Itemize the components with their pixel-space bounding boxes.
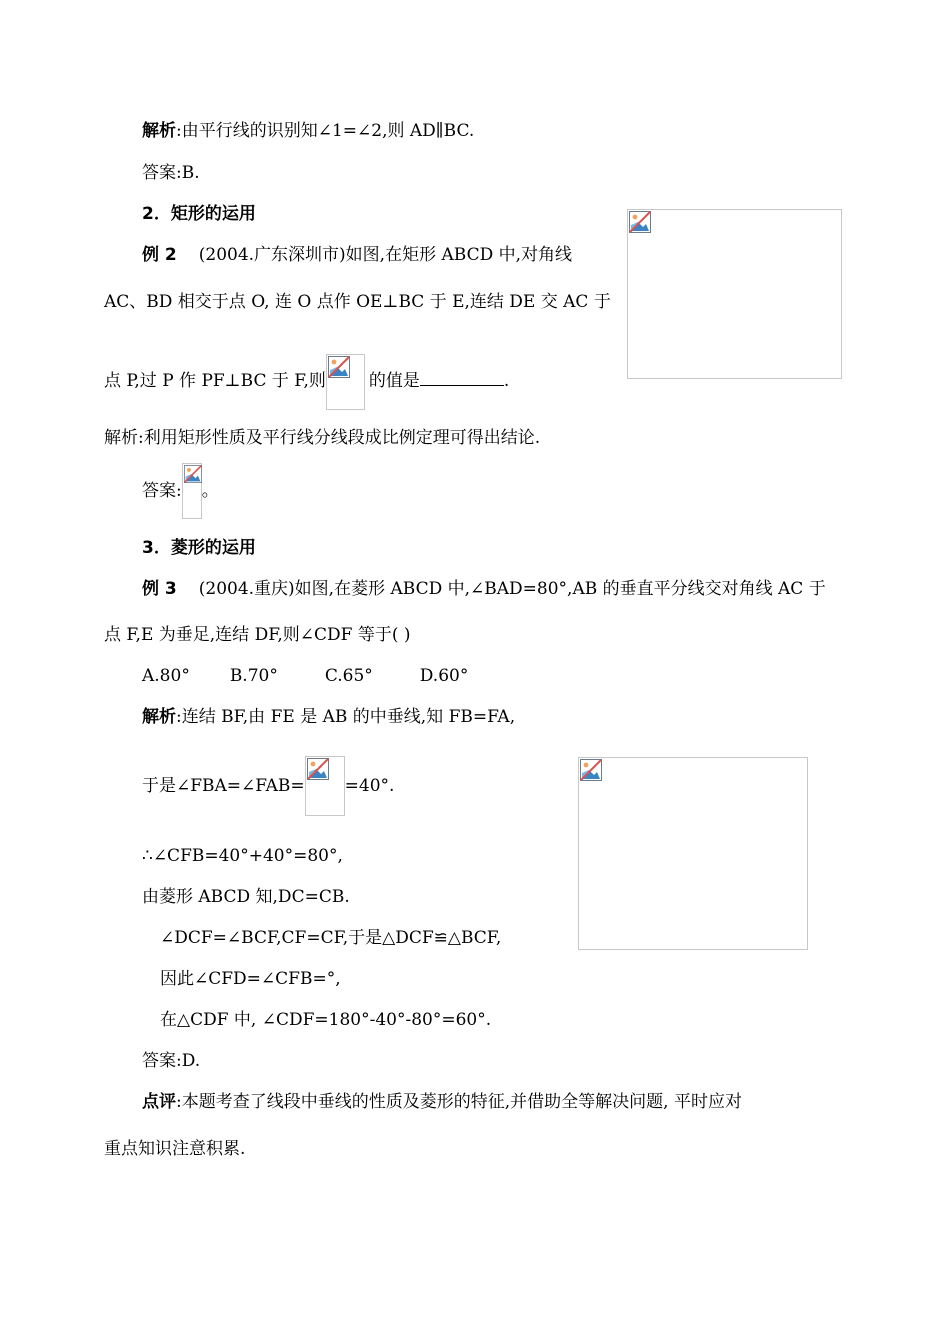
broken-image-icon (328, 356, 350, 378)
choice-b: B.70° (229, 666, 278, 686)
step-fraction-image (305, 756, 345, 816)
step-6: 在△CDF 中, ∠CDF=180°-40°-80°=60°. (160, 1010, 492, 1030)
section-3-title: 3．菱形的运用 (142, 538, 256, 558)
analysis-text: :由平行线的识别知∠1=∠2,则 AD∥BC. (176, 121, 475, 141)
choice-a: A.80° (142, 666, 190, 686)
review-text: :本题考查了线段中垂线的性质及菱形的特征,并借助全等解决问题, 平时应对 (176, 1092, 742, 1112)
analysis-label: 解析 (142, 121, 176, 141)
step-3: 由菱形 ABCD 知,DC=CB. (142, 887, 350, 907)
figure-rhombus-image (578, 757, 808, 950)
choices (142, 665, 468, 687)
fraction-image (326, 354, 365, 410)
example-2-line3-value: 的值是 (368, 371, 420, 391)
example-2-line2: AC、BD 相交于点 O, 连 O 点作 OE⊥BC 于 E,连结 DE 交 AC 于 (104, 292, 611, 312)
example-3-line2: 点 F,E 为垂足,连结 DF,则∠CDF 等于( ) (104, 625, 411, 645)
example-3-line1 (142, 578, 826, 600)
broken-image-icon (184, 465, 202, 483)
step-2: ∴∠CFB=40°+40°=80°, (142, 846, 343, 866)
choice-c: C.65° (324, 666, 373, 686)
example-2-line1 (142, 244, 572, 266)
answer-1: 答案:B. (142, 163, 200, 183)
section-2-title: 2．矩形的运用 (142, 204, 256, 224)
analysis-1 (142, 120, 474, 142)
answer-blank (420, 367, 504, 386)
answer-3: 答案:D. (142, 1051, 201, 1071)
broken-image-icon (580, 759, 602, 781)
figure-rectangle-image (627, 209, 842, 379)
broken-image-icon (307, 758, 329, 780)
answer-2-suffix: 。 (201, 481, 219, 501)
step-1-text-b: =40°. (344, 776, 395, 796)
example-2-line3 (104, 352, 509, 410)
review-line1 (142, 1091, 742, 1113)
analysis-3-text: :连结 BF,由 FE 是 AB 的中垂线,知 FB=FA, (176, 707, 516, 727)
review-label: 点评 (142, 1092, 176, 1112)
step-1 (142, 756, 394, 816)
step-5: 因此∠CFD=∠CFB=°, (160, 969, 341, 989)
broken-image-icon (629, 211, 651, 233)
example-2-line3-text: 点 P,过 P 作 PF⊥BC 于 F,则 (104, 371, 326, 391)
example-2-text: (2004.广东深圳市)如图,在矩形 ABCD 中,对角线 (198, 245, 573, 265)
answer-2-label: 答案: (142, 481, 182, 501)
review-line2: 重点知识注意积累. (104, 1139, 246, 1159)
answer-2 (142, 463, 219, 519)
analysis-3-label: 解析 (142, 707, 176, 727)
analysis-3 (142, 706, 515, 728)
example-2-period: . (503, 371, 510, 391)
example-3-text: (2004.重庆)如图,在菱形 ABCD 中,∠BAD=80°,AB 的垂直平分线交对角线 AC 于 (198, 579, 826, 599)
step-4: ∠DCF=∠BCF,CF=CF,于是△DCF≌△BCF, (160, 928, 502, 948)
example-3-label: 例 3 (142, 579, 177, 599)
answer-fraction-image (182, 463, 202, 519)
choice-d: D.60° (419, 666, 469, 686)
step-1-text-a: 于是∠FBA=∠FAB= (142, 776, 305, 796)
example-2-label: 例 2 (142, 245, 177, 265)
analysis-2: 解析:利用矩形性质及平行线分线段成比例定理可得出结论. (104, 428, 541, 448)
